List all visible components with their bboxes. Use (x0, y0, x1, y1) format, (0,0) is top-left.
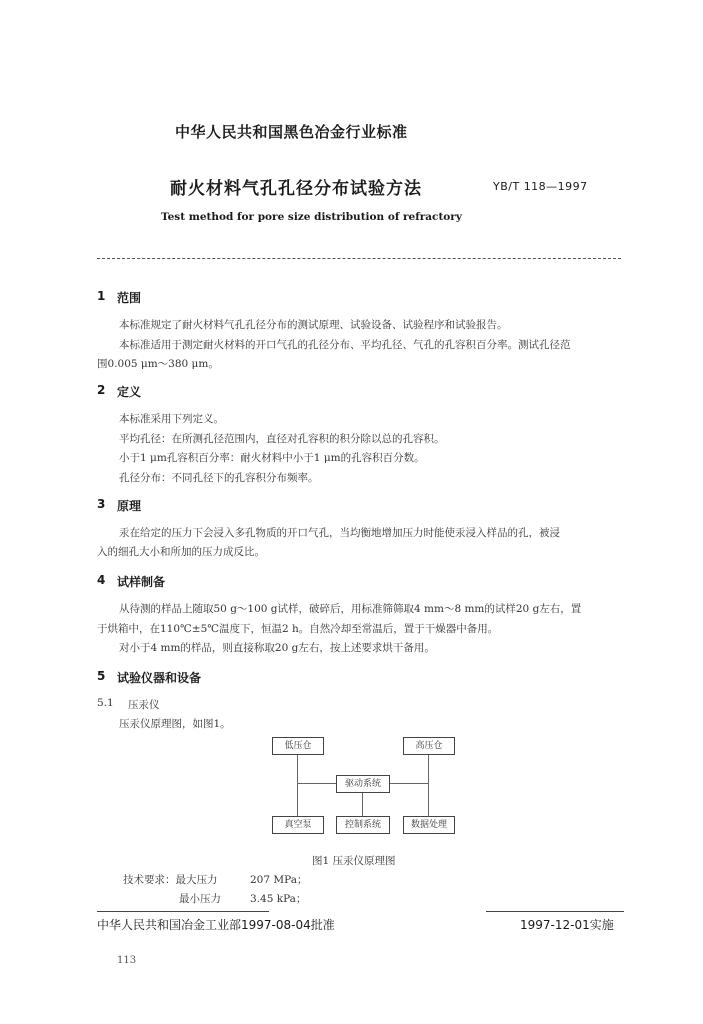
section-1-number: 1 (97, 289, 106, 303)
section-2-para-3: 小于1 μm孔容积百分率：耐火材料中小于1 μm的孔容积百分数。 (119, 452, 425, 464)
title-divider (97, 258, 621, 259)
connector-center-vertical (362, 793, 363, 816)
document-title: 耐火材料气孔孔径分布试验方法 (170, 179, 422, 199)
box-high-pressure-chamber: 高压仓 (403, 737, 455, 755)
effective-date: 1997-12-01实施 (520, 918, 614, 932)
section-5-1-number: 5.1 (97, 697, 114, 709)
section-2-para-4: 孔径分布：不同孔径下的孔容积分布频率。 (119, 472, 319, 484)
connector-right-horizontal (388, 783, 428, 784)
connector-left-horizontal (297, 783, 336, 784)
box-drive-system: 驱动系统 (336, 775, 390, 793)
issuing-organization: 中华人民共和国黑色冶金行业标准 (175, 123, 408, 141)
section-4-para-2: 对小于4 mm的样品，则直接称取20 g左右，按上述要求烘干备用。 (119, 642, 435, 654)
approval-statement: 中华人民共和国冶金工业部1997-08-04批准 (97, 918, 335, 932)
section-5-1-title: 压汞仪 (128, 699, 160, 711)
standard-code: YB/T 118—1997 (493, 180, 588, 193)
spec-max-value: 207 MPa； (250, 874, 308, 886)
section-2-para-1: 本标准采用下列定义。 (119, 413, 224, 425)
section-5-number: 5 (97, 669, 106, 683)
section-3-para-1a: 汞在给定的压力下会浸入多孔物质的开口气孔，当均衡地增加压力时能使汞浸入样品的孔，被浸 (119, 527, 560, 539)
footer-rule-right (486, 911, 624, 912)
section-1-para-2b: 围0.005 μm～380 μm。 (97, 358, 219, 370)
box-low-pressure-chamber: 低压仓 (272, 737, 324, 755)
section-1-para-1: 本标准规定了耐火材料气孔孔径分布的测试原理、试验设备、试验程序和试验报告。 (119, 319, 508, 331)
section-4-para-1a: 从待测的样品上随取50 g～100 g试样，破碎后，用标准筛筛取4 mm～8 mm的试样20 g左右，置 (119, 603, 582, 615)
box-vacuum-pump: 真空泵 (272, 816, 324, 834)
english-title: Test method for pore size distribution of refractory (161, 211, 462, 223)
connector-left-vertical (297, 753, 298, 816)
section-3-number: 3 (97, 497, 106, 511)
section-3-title: 原理 (117, 499, 142, 513)
spec-max-label: 技术要求：最大压力 (123, 874, 218, 886)
box-control-system: 控制系统 (336, 816, 390, 834)
section-2-title: 定义 (117, 385, 142, 399)
section-4-number: 4 (97, 573, 106, 587)
section-2-para-2: 平均孔径：在所测孔径范围内，直径对孔容积的积分除以总的孔容积。 (119, 433, 445, 445)
section-5-1-para: 压汞仪原理图，如图1。 (119, 718, 231, 730)
page-number: 113 (117, 955, 137, 966)
footer-rule-left (97, 911, 269, 912)
section-1-title: 范围 (117, 291, 142, 305)
section-4-para-1b: 于烘箱中，在110℃±5℃温度下，恒温2 h。自然冷却至常温后，置于干燥器中备用。 (97, 623, 499, 635)
connector-right-vertical (428, 753, 429, 816)
section-4-title: 试样制备 (117, 575, 166, 589)
section-5-title: 试验仪器和设备 (117, 671, 202, 685)
section-2-number: 2 (97, 383, 106, 397)
section-1-para-2a: 本标准适用于测定耐火材料的开口气孔的孔径分布、平均孔径、气孔的孔容积百分率。测试孔径范 (119, 339, 571, 351)
spec-min-label: 最小压力 (179, 893, 221, 905)
box-data-processing: 数据处理 (403, 816, 455, 834)
figure-1-caption: 图1 压汞仪原理图 (312, 855, 396, 867)
spec-min-value: 3.45 kPa； (250, 893, 307, 905)
section-3-para-1b: 入的细孔大小和所加的压力成反比。 (97, 546, 265, 558)
